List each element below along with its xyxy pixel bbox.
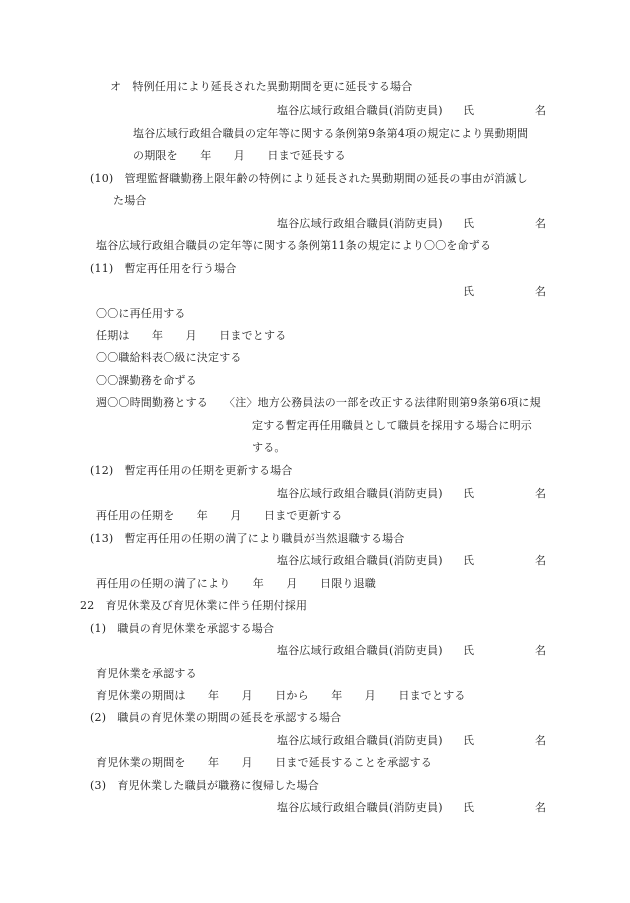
note-text: 〈注〉地方公務員法の一部を改正する法律附則第9条第6項に規	[224, 396, 541, 409]
section-2-heading: (2) 職員の育児休業の期間の延長を承認する場合	[90, 711, 342, 724]
chapter-22-heading: 22 育児休業及び育児休業に伴う任期付採用	[80, 599, 308, 612]
given-name-label: 名	[535, 217, 547, 230]
given-name-label: 名	[535, 644, 547, 657]
surname-label: 氏	[463, 217, 475, 230]
affiliation-label: 塩谷広域行政組合職員(消防吏員)	[277, 487, 443, 500]
given-name-label: 名	[535, 487, 547, 500]
affiliation-label: 塩谷広域行政組合職員(消防吏員)	[277, 217, 443, 230]
affiliation-label: 塩谷広域行政組合職員(消防吏員)	[277, 104, 443, 117]
surname-label: 氏	[463, 104, 475, 117]
item-o-heading: オ 特例任用により延長された異動期間を更に延長する場合	[110, 80, 413, 93]
section-12-heading: (12) 暫定再任用の任期を更新する場合	[90, 464, 293, 477]
body-text: 育児休業の期間を 年 月 日まで延長することを承認する	[96, 756, 432, 769]
given-name-label: 名	[535, 734, 547, 747]
surname-label: 氏	[463, 734, 475, 747]
note-text: する。	[252, 441, 286, 454]
body-text: 〇〇課勤務を命ずる	[96, 374, 197, 387]
affiliation-label: 塩谷広域行政組合職員(消防吏員)	[277, 801, 443, 814]
affiliation-label: 塩谷広域行政組合職員(消防吏員)	[277, 734, 443, 747]
surname-label: 氏	[463, 801, 475, 814]
body-text: 再任用の任期を 年 月 日まで更新する	[96, 509, 343, 522]
body-text: 育児休業を承認する	[96, 667, 197, 680]
section-10-heading-cont: た場合	[113, 194, 147, 207]
body-text: 週〇〇時間勤務とする	[96, 396, 208, 409]
note-text: 定する暫定再任用職員として職員を採用する場合に明示	[252, 419, 532, 432]
body-text: 任期は 年 月 日までとする	[96, 329, 287, 342]
body-text: 塩谷広域行政組合職員の定年等に関する条例第9条第4項の規定により異動期間	[133, 127, 529, 140]
body-text: の期限を 年 月 日まで延長する	[133, 149, 346, 162]
surname-label: 氏	[463, 644, 475, 657]
surname-label: 氏	[463, 554, 475, 567]
body-text: 〇〇職給料表〇級に決定する	[96, 351, 242, 364]
given-name-label: 名	[535, 801, 547, 814]
body-text: 育児休業の期間は 年 月 日から 年 月 日までとする	[96, 689, 466, 702]
body-text: 再任用の任期の満了により 年 月 日限り退職	[96, 577, 376, 590]
surname-label: 氏	[463, 487, 475, 500]
section-1-heading: (1) 職員の育児休業を承認する場合	[90, 622, 275, 635]
given-name-label: 名	[535, 554, 547, 567]
given-name-label: 名	[535, 285, 547, 298]
affiliation-label: 塩谷広域行政組合職員(消防吏員)	[277, 644, 443, 657]
surname-label: 氏	[463, 285, 475, 298]
given-name-label: 名	[535, 104, 547, 117]
section-11-heading: (11) 暫定再任用を行う場合	[90, 262, 237, 275]
affiliation-label: 塩谷広域行政組合職員(消防吏員)	[277, 554, 443, 567]
section-3-heading: (3) 育児休業した職員が職務に復帰した場合	[90, 779, 319, 792]
body-text: 〇〇に再任用する	[96, 307, 186, 320]
body-text: 塩谷広域行政組合職員の定年等に関する条例第11条の規定により〇〇を命ずる	[96, 239, 492, 252]
section-10-heading: (10) 管理監督職勤務上限年齢の特例により延長された異動期間の延長の事由が消滅し	[90, 172, 528, 185]
section-13-heading: (13) 暫定再任用の任期の満了により職員が当然退職する場合	[90, 532, 405, 545]
